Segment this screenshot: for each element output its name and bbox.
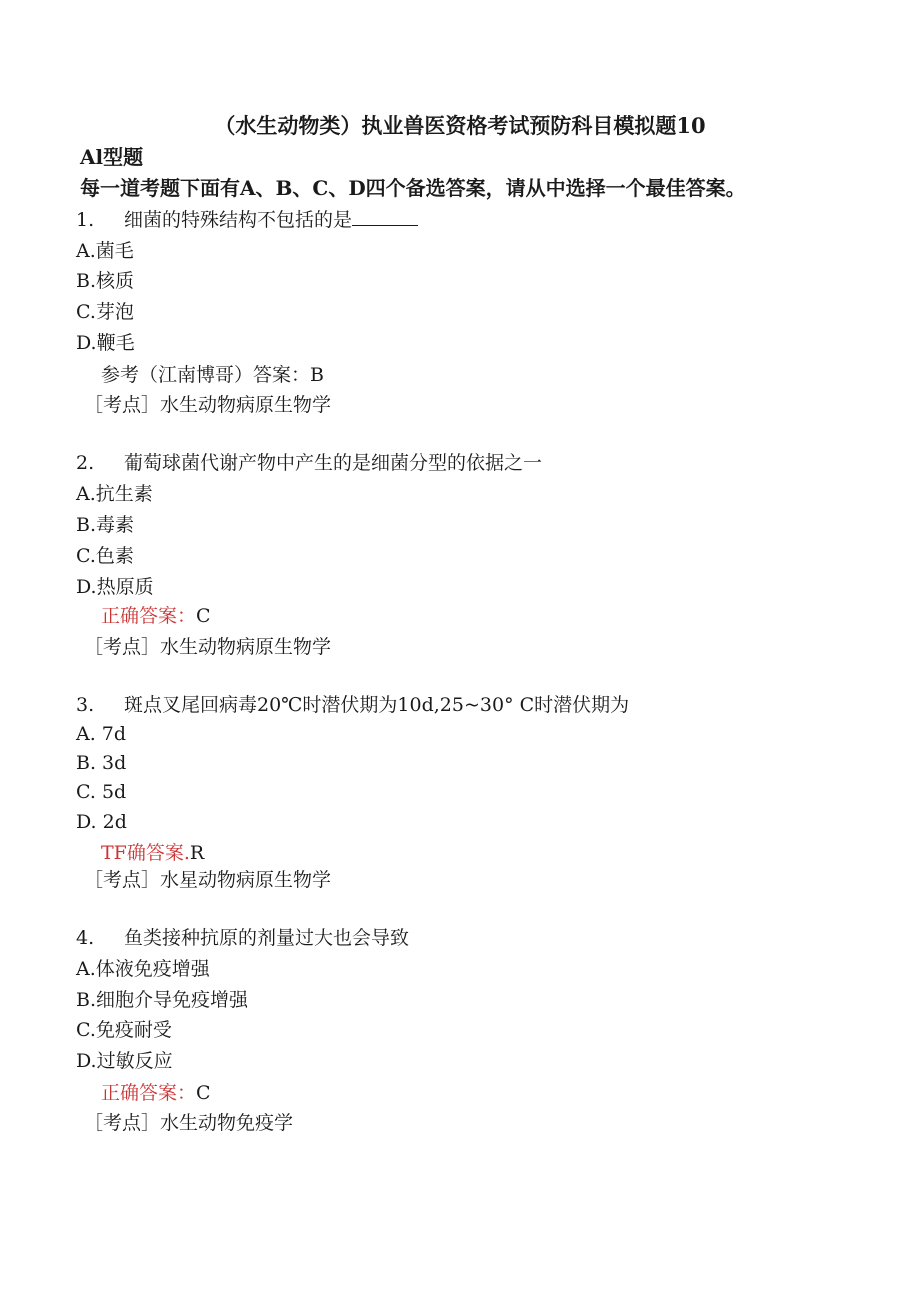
option-b: B.毒素 — [76, 514, 135, 536]
option-b: B.细胞介导免疫增强 — [76, 989, 249, 1011]
question-text: 斑点叉尾回病毒20℃时潜伏期为10d,25~30° C时潜伏期为 — [124, 694, 630, 716]
option-c: C.芽泡 — [76, 301, 134, 323]
option-b: B.核质 — [76, 270, 135, 292]
answer-label: TF确答案. — [101, 842, 190, 864]
exam-point: ［考点］水生动物免疫学 — [84, 1112, 294, 1134]
option-a: A.抗生素 — [76, 483, 153, 505]
document-title: （水生动物类）执业兽医资格考试预防科目模拟题10 — [214, 113, 706, 138]
answer-line — [101, 603, 211, 629]
question-1-stem — [76, 207, 418, 233]
answer-value: C — [196, 1082, 211, 1104]
answer-value: R — [189, 842, 205, 864]
question-number: 1. — [76, 209, 95, 231]
option-a: A. 7d — [76, 723, 127, 745]
question-text: 细菌的特殊结构不包括的是 — [124, 209, 353, 231]
option-d: D.热原质 — [76, 576, 154, 598]
question-number: 4. — [76, 927, 95, 949]
section-instruction: 每一道考题下面有A、B、C、D四个备选答案，请从中选择一个最佳答案。 — [80, 176, 746, 200]
question-text: 鱼类接种抗原的剂量过大也会导致 — [124, 927, 410, 949]
answer-line — [101, 362, 324, 388]
answer-value: B — [310, 364, 324, 386]
question-3-stem — [76, 692, 629, 718]
option-a: A.体液免疫增强 — [76, 958, 210, 980]
option-c: C.色素 — [76, 545, 134, 567]
question-4-stem — [76, 925, 409, 951]
question-number: 2. — [76, 452, 95, 474]
question-text: 葡萄球菌代谢产物中产生的是细菌分型的依据之一 — [124, 452, 543, 474]
question-2-stem — [76, 450, 542, 476]
option-d: D. 2d — [76, 811, 127, 833]
answer-label: 参考（江南博哥）答案： — [101, 364, 311, 386]
question-number: 3. — [76, 694, 95, 716]
answer-value: C — [196, 605, 211, 627]
answer-line — [101, 840, 204, 866]
answer-line — [101, 1080, 211, 1106]
option-d: D.过敏反应 — [76, 1050, 173, 1072]
answer-label: 正确答案： — [101, 605, 197, 627]
exam-point: ［考点］水生动物病原生物学 — [84, 394, 332, 416]
option-d: D.鞭毛 — [76, 332, 135, 354]
option-c: C.免疫耐受 — [76, 1019, 172, 1041]
section-type: Al型题 — [80, 145, 144, 169]
option-c: C. 5d — [76, 781, 127, 803]
option-a: A.菌毛 — [76, 240, 134, 262]
exam-point: ［考点］水生动物病原生物学 — [84, 636, 332, 658]
answer-blank — [352, 207, 418, 226]
answer-label: 正确答案： — [101, 1082, 197, 1104]
exam-point: ［考点］水星动物病原生物学 — [84, 869, 332, 891]
option-b: B. 3d — [76, 752, 127, 774]
